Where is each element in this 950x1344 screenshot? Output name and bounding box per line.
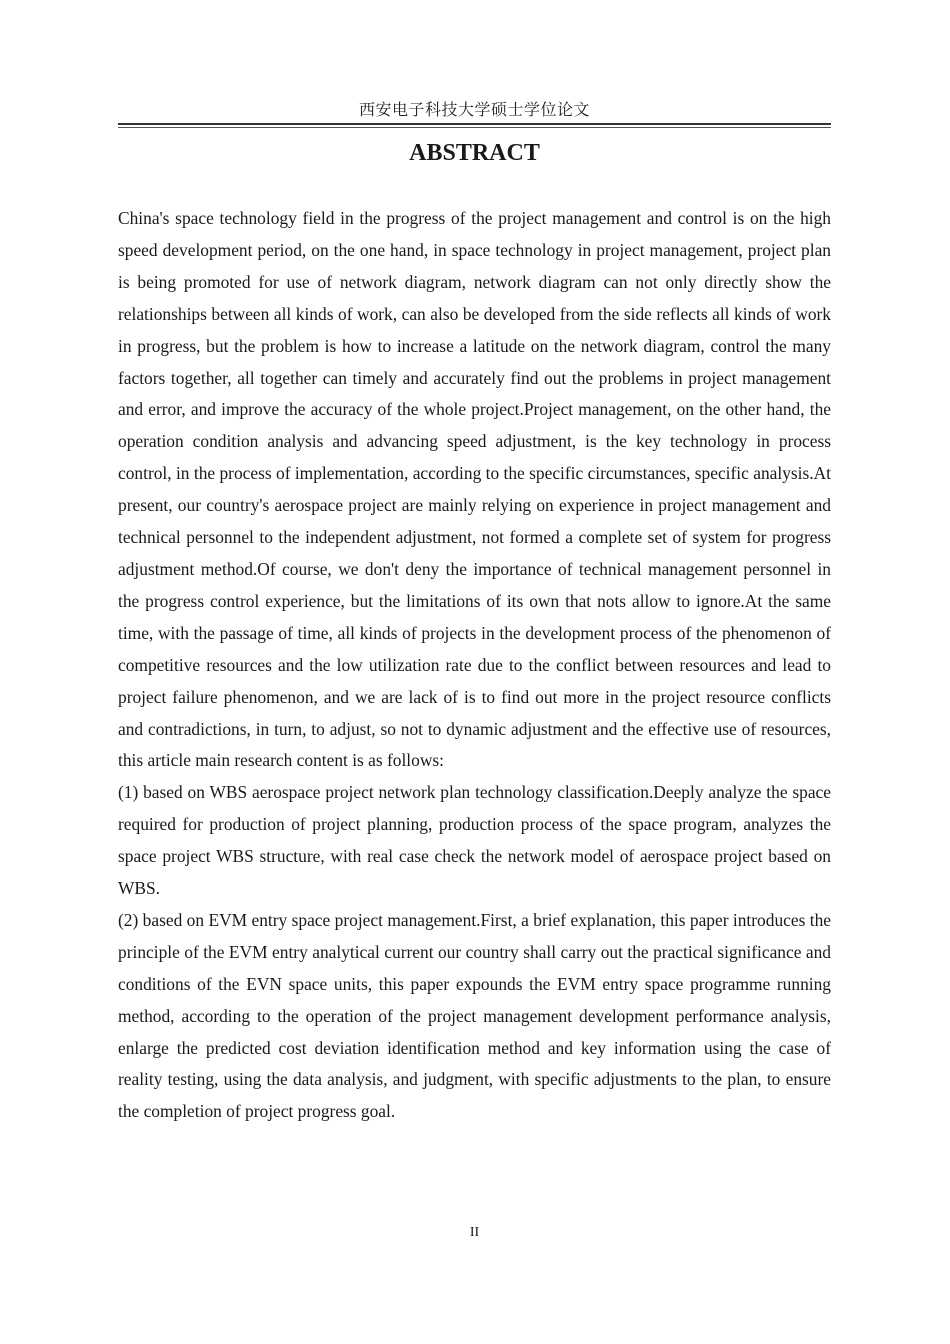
running-header: 西安电子科技大学硕士学位论文 <box>358 100 590 119</box>
page-title: ABSTRACT <box>409 140 540 166</box>
page-number: II <box>469 1225 480 1240</box>
abstract-paragraph-item-2: (2) based on EVM entry space project management.First, a brief explanation, this paper introduces the principle of the EVM entry analytical current our country shall carry out the practical significance and conditions of the EVN space units, this paper expounds the EVM entry space programme running method, according to the operation of the project management development performance analysis, enlarge the predicted cost deviation identification method and key information using the case of reality testing, using the data analysis, and judgment, with specific adjustments to the plan, to ensure the completion of project progress goal. <box>118 909 831 1122</box>
document-page <box>118 0 831 1344</box>
abstract-paragraph-item-1: (1) based on WBS aerospace project network plan technology classification.Deeply analyze the space required for production of project planning, production process of the space program, analyzes the space project WBS structure, with real case check the network model of aerospace project based on WBS. <box>118 782 831 899</box>
header-rule-thin <box>118 127 831 128</box>
header-rule <box>118 123 831 125</box>
abstract-paragraph-intro: China's space technology field in the progress of the project management and control is on the high speed development period, on the one hand, in space technology in project management, project plan is being promoted for use of network diagram, network diagram can not only directly show the relationships between all kinds of work, can also be developed from the side reflects all kinds of work in progress, but the problem is how to increase a latitude on the network diagram, control the many factors together, all together can timely and accurately find out the problems in project management and error, and improve the accuracy of the whole project.Project management, on the other hand, the operation condition analysis and advancing speed adjustment, is the key technology in process control, in the process of implementation, according to the specific circumstances, specific analysis.At present, our country's aerospace project are mainly relying on experience in project management and technical personnel to the independent adjustment, not formed a complete set of system for progress adjustment method.Of course, we don't deny the importance of technical management personnel in the progress control experience, but the limitations of its own that nots allow to ignore.At the same time, with the passage of time, all kinds of projects in the development process of the phenomenon of competitive resources and the low utilization rate due to the conflict between resources and lead to project failure phenomenon, and we are lack of is to find out more in the project resource conflicts and contradictions, in turn, to adjust, so not to dynamic adjustment and the effective use of resources, this article main research content is as follows: <box>118 208 831 771</box>
abstract-body <box>118 203 831 1128</box>
